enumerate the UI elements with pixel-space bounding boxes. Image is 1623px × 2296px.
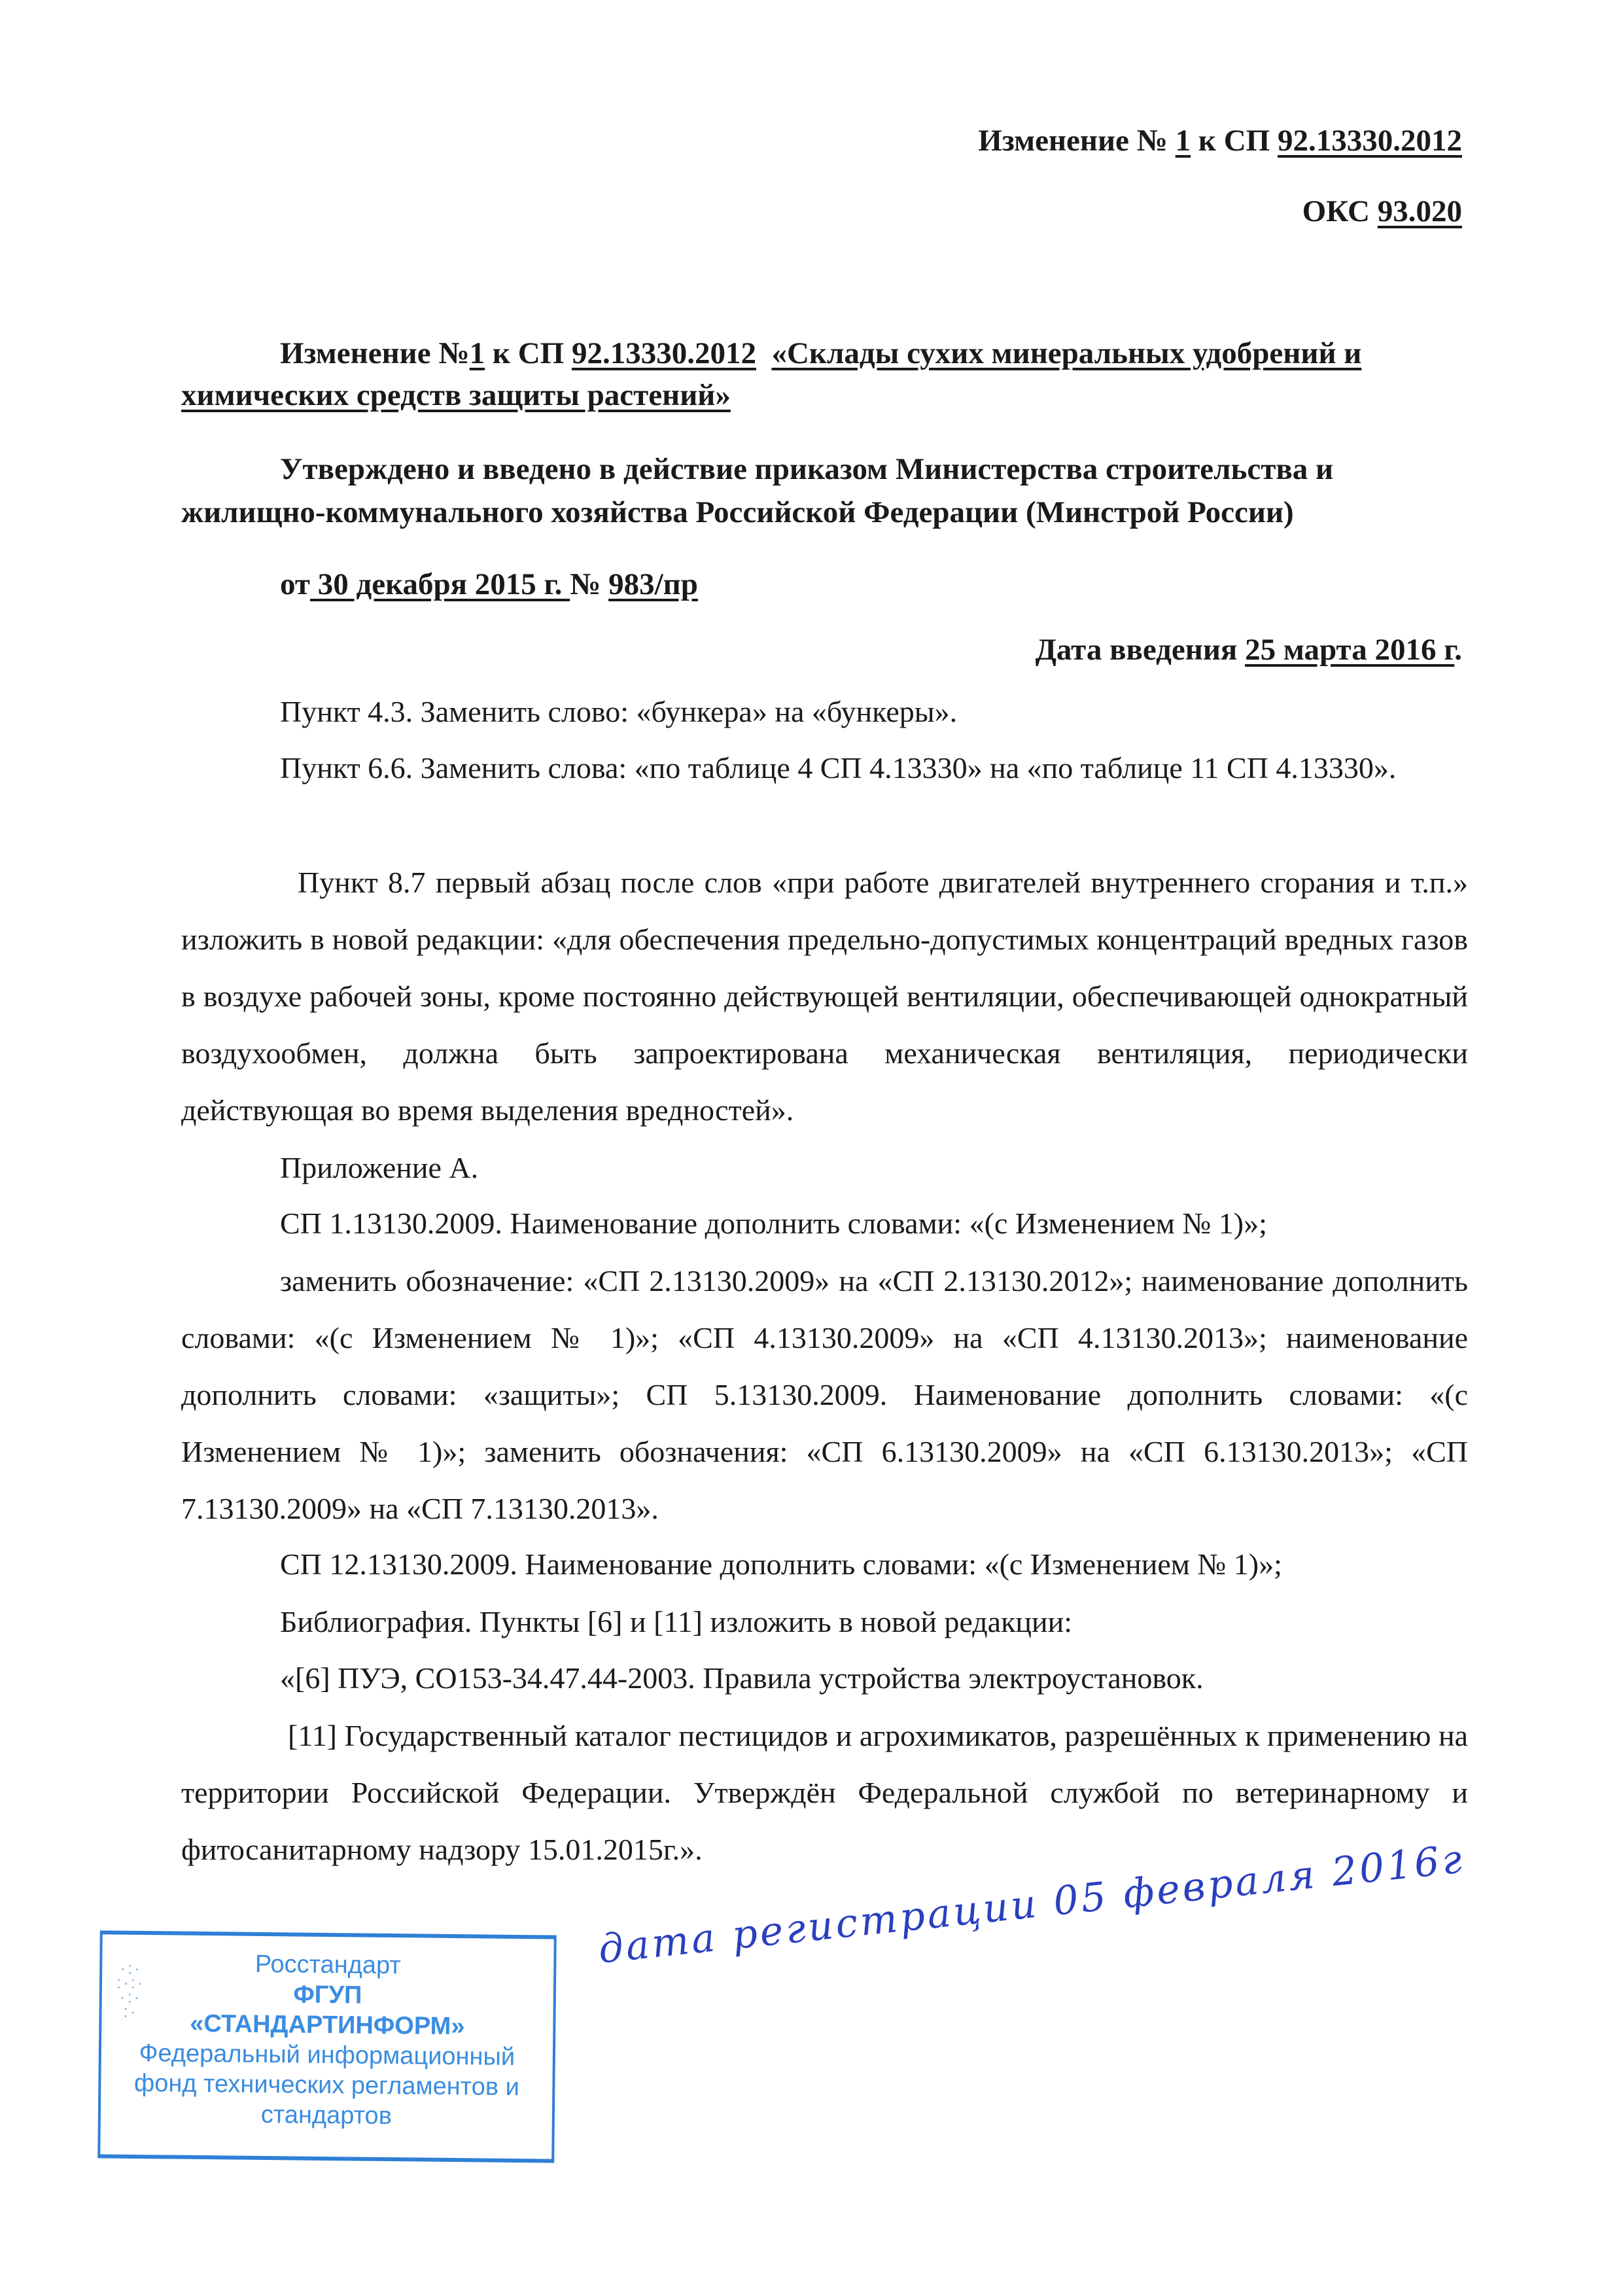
change-reference <box>978 123 1462 158</box>
order-date: 30 декабря 2015 г. <box>309 567 570 601</box>
order-reference <box>181 563 1463 606</box>
title-number: 1 <box>469 336 485 370</box>
title-prefix: Изменение № <box>280 336 470 370</box>
oks-label: ОКС <box>1302 194 1378 228</box>
order-number: 983/пр <box>608 567 698 601</box>
bibliography-item-6: «[6] ПУЭ, СО153-34.47.44-2003. Правила устройства электроустановок. <box>280 1661 1204 1695</box>
handwritten-registration-note: дата регистрации 05 февраля 2016г <box>596 1836 1467 1973</box>
stamp-line: фонд технических регламентов и <box>133 2069 520 2102</box>
effective-date <box>1036 632 1462 667</box>
change-label: Изменение № <box>978 124 1176 158</box>
paragraph-sp-1: СП 1.13130.2009. Наименование дополнить словами: «(с Изменением № 1)»; <box>280 1207 1267 1240</box>
from-label: от <box>280 567 310 601</box>
oks-reference <box>1302 194 1462 229</box>
stamp-line: ФГУП <box>293 1981 362 2009</box>
title-code: 92.13330.2012 <box>571 336 756 370</box>
order-num-label: № <box>570 567 609 601</box>
change-number: 1 <box>1175 124 1191 158</box>
bibliography-item-11: [11] Государственный каталог пестицидов и агрохимикатов, разрешённых к применению на территории Российской Федерации. Утверждён Федеральной службой по ветеринарному и фитосанитарному надзору 15.01.2015г.». <box>181 1719 1468 1866</box>
emblem-icon: ·:· :·:· ·:· :· <box>116 1958 145 2021</box>
approval-statement: Утверждено и введено в действие приказом Министерства строительства и жилищно-коммунального хозяйства Российской Федерации (Минстрой России) <box>181 452 1334 529</box>
title-mid: к СП <box>485 336 572 370</box>
sp-label: к СП <box>1191 124 1278 158</box>
stamp-line: стандартов <box>260 2100 393 2130</box>
paragraph-8-7: Пункт 8.7 первый абзац после слов «при работе двигателей внутреннего сгорания и т.п.» изложить в новой редакции: «для обеспечения предельно-допустимых концентраций вредных газов в воздухе рабочей зоны, кроме постоянно действующей вентиляции, обеспечивающей однократный воздухообмен, должна быть запроектирована механическая вентиляция, периодически действующая во время выделения вредностей». <box>181 866 1468 1127</box>
appendix-a-heading: Приложение А. <box>280 1151 479 1184</box>
paragraph-bibliography: Библиография. Пункты [6] и [11] изложить в новой редакции: <box>280 1605 1073 1638</box>
stamp-line: Федеральный информационный <box>139 2039 515 2072</box>
title-name: «Склады сухих минеральных удобрений и химических средств защиты растений» <box>181 336 1362 412</box>
document-title <box>181 332 1463 416</box>
oks-code: 93.020 <box>1377 194 1462 228</box>
paragraph-sp-12: СП 12.13130.2009. Наименование дополнить словами: «(с Изменением № 1)»; <box>280 1547 1282 1581</box>
effective-label: Дата введения <box>1035 633 1246 667</box>
effective-date-value: 25 марта 2016 г <box>1245 633 1455 667</box>
paragraph-4-3: Пункт 4.3. Заменить слово: «бункера» на «бункеры». <box>280 695 958 728</box>
stamp-line: «СТАНДАРТИНФОРМ» <box>189 2009 465 2041</box>
effective-dot: . <box>1454 633 1462 667</box>
stamp-line: Росстандарт <box>254 1950 401 1980</box>
sp-code: 92.13330.2012 <box>1278 124 1462 158</box>
paragraph-6-6: Пункт 6.6. Заменить слова: «по таблице 4 СП 4.13330» на «по таблице 11 СП 4.13330». <box>280 751 1397 785</box>
registration-stamp <box>97 1930 557 2163</box>
paragraph-replace-designations: заменить обозначение: «СП 2.13130.2009» на «СП 2.13130.2012»; наименование дополнить словами: «(с Изменением № 1)»; «СП 4.13130.2009» на «СП 4.13130.2013»; наименование дополнить словами: «защиты»; СП 5.13130.2009. Наименование дополнить словами: «(с Изменением № 1)»; заменить обозначения: «СП 6.13130.2009» на «СП 6.13130.2013»; «СП 7.13130.2009» на «СП 7.13130.2013». <box>181 1264 1468 1525</box>
